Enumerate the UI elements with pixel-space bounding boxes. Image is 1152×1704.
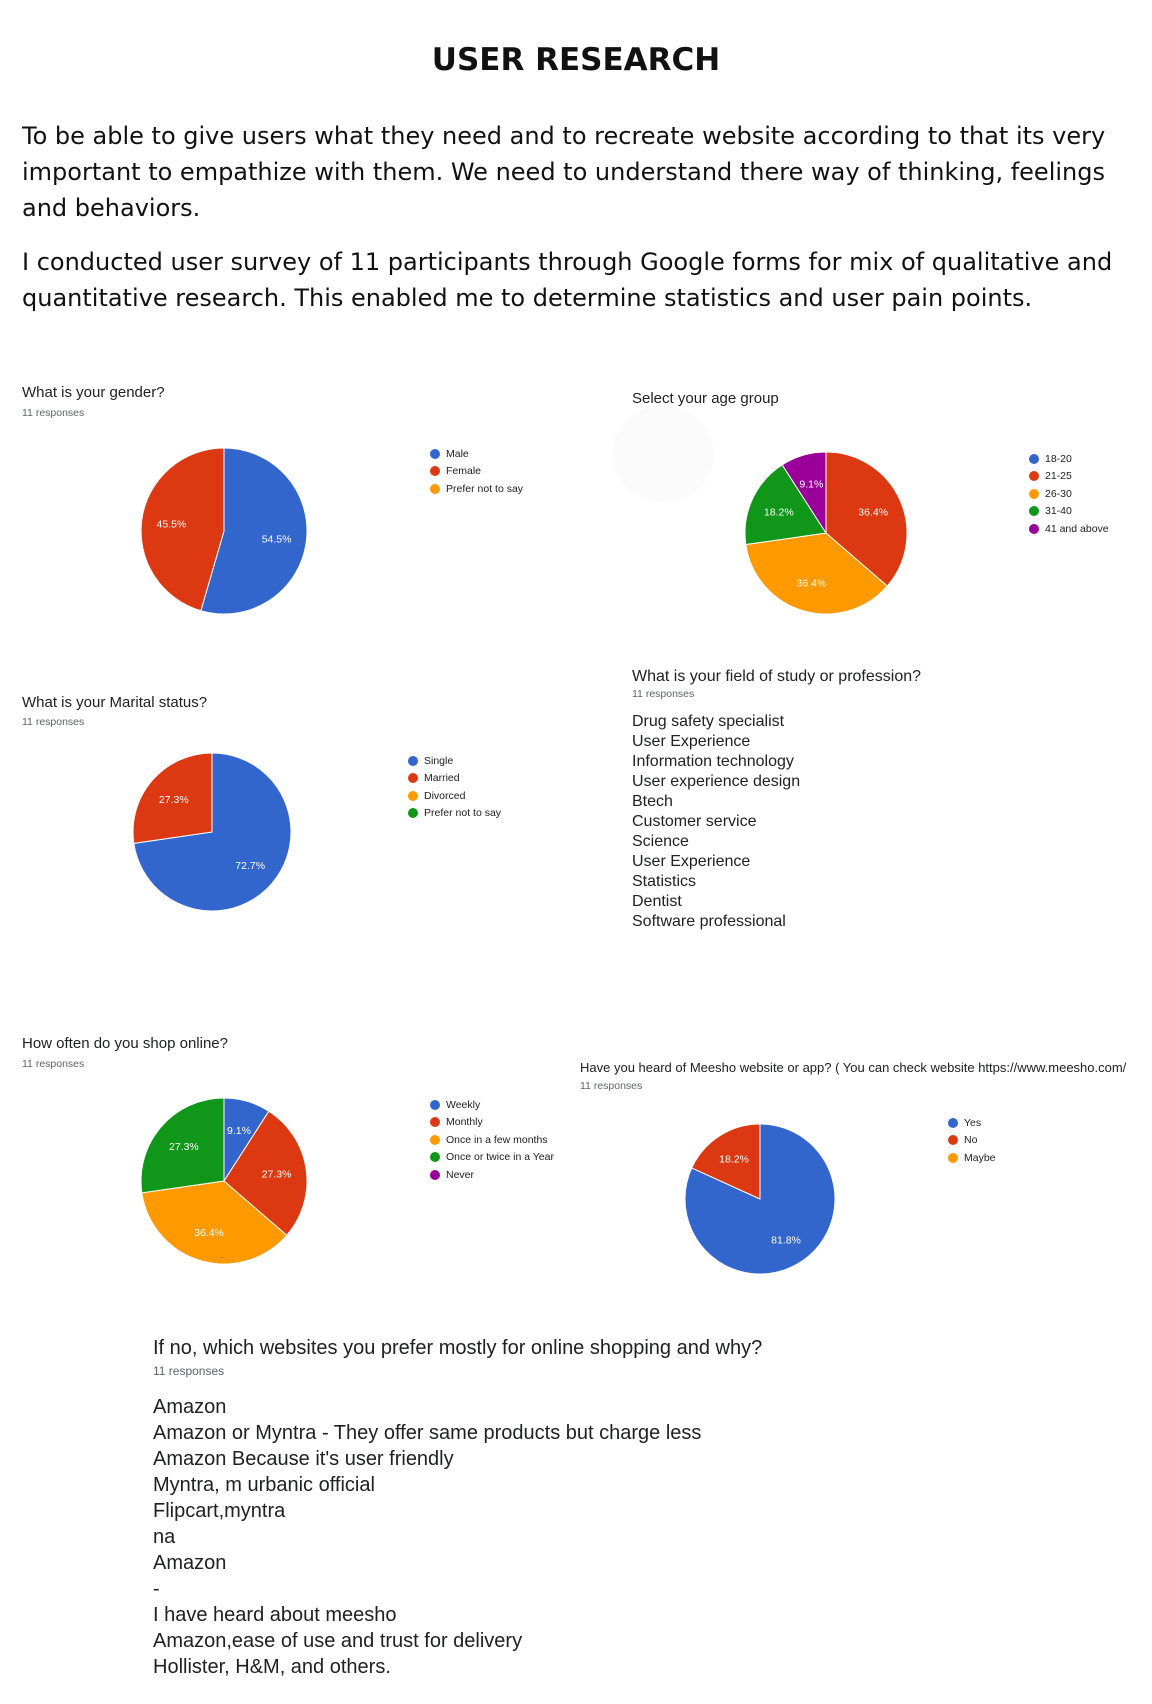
answer-item: I have heard about meesho xyxy=(153,1604,397,1626)
slice-label-female: 45.5% xyxy=(156,518,187,531)
legend-swatch xyxy=(948,1153,958,1163)
meesho-awareness-legend xyxy=(948,1114,996,1167)
legend-label: 41 and above xyxy=(1045,522,1109,535)
answer-item: Amazon or Myntra - They offer same products but charge less xyxy=(153,1422,702,1444)
legend-label: Prefer not to say xyxy=(446,482,524,495)
legend-label: 21-25 xyxy=(1045,470,1072,483)
answer-item: Customer service xyxy=(632,813,757,830)
intro-paragraph-2: I conducted user survey of 11 participants through Google forms for mix of qualitative and quantitative research. This enabled me to determine statistics and user pain points. xyxy=(22,248,1113,312)
answer-item: Drug safety specialist xyxy=(632,713,785,730)
profession-response-count: 11 responses xyxy=(632,688,695,700)
legend-swatch xyxy=(948,1135,958,1145)
answer-item: User experience design xyxy=(632,773,801,790)
answer-item: Hollister, H&M, and others. xyxy=(153,1656,391,1678)
answer-item: Information technology xyxy=(632,753,794,770)
legend-label: Divorced xyxy=(424,789,466,802)
slice-label-weekly: 9.1% xyxy=(227,1125,251,1137)
legend-label: Prefer not to say xyxy=(424,807,502,820)
chart-question: What is your Marital status? xyxy=(22,694,208,711)
legend-label: Married xyxy=(424,772,460,785)
legend-label: Once or twice in a Year xyxy=(446,1151,554,1164)
preference-answers xyxy=(153,1394,701,1680)
answer-item: - xyxy=(153,1578,160,1600)
legend-label: Female xyxy=(446,465,482,478)
slice-label-once-or-twice-in-a-year: 27.3% xyxy=(169,1141,199,1154)
intro-paragraph-1: To be able to give users what they need and to recreate website according to that its very important to empathize with them. We need to understand there way of thinking, feelings and behaviors. xyxy=(22,122,1106,222)
legend-item-maybe xyxy=(948,1149,996,1167)
legend-label: Once in a few months xyxy=(446,1133,548,1146)
slice-label-single: 72.7% xyxy=(235,860,266,873)
answer-item: Amazon xyxy=(153,1396,227,1418)
answer-item: Myntra, m urbanic official xyxy=(153,1474,375,1496)
answer-item: na xyxy=(153,1526,176,1548)
answer-item: User Experience xyxy=(632,853,751,870)
page-title: USER RESEARCH xyxy=(431,42,721,78)
answer-item: Dentist xyxy=(632,893,682,910)
legend-item-no xyxy=(948,1132,996,1150)
answer-item: Flipcart,myntra xyxy=(153,1500,286,1522)
slice-label-monthly: 27.3% xyxy=(261,1168,292,1181)
chart-response-count: 11 responses xyxy=(22,407,85,419)
legend-label: 31-40 xyxy=(1045,505,1072,518)
chart-question: What is your gender? xyxy=(22,384,165,401)
profession-question: What is your field of study or profession? xyxy=(632,668,922,685)
chart-response-count: 11 responses xyxy=(22,1058,85,1070)
slice-label-21-25: 36.4% xyxy=(858,506,889,519)
slice-label-married: 27.3% xyxy=(158,793,189,806)
answer-item: User Experience xyxy=(632,733,751,750)
preference-question: If no, which websites you prefer mostly for online shopping and why? xyxy=(153,1337,763,1359)
legend-label: No xyxy=(964,1134,978,1147)
slice-label-male: 54.5% xyxy=(261,533,292,546)
answer-item: Amazon xyxy=(153,1552,227,1574)
answer-item: Amazon Because it's user friendly xyxy=(153,1448,454,1470)
slice-label-41-and-above: 9.1% xyxy=(799,478,824,491)
chart-question: Select your age group xyxy=(632,390,779,407)
legend-label: Yes xyxy=(964,1116,982,1129)
legend-label: Monthly xyxy=(446,1116,483,1129)
legend-label: Never xyxy=(446,1168,475,1181)
answer-item: Amazon,ease of use and trust for delivery xyxy=(153,1630,523,1652)
legend-label: Maybe xyxy=(964,1151,996,1164)
chart-question: Have you heard of Meesho website or app? ( You can check website https://www.meesho.com/ xyxy=(580,1060,1127,1075)
slice-label-26-30: 36.4% xyxy=(796,577,827,590)
legend-label: 26-30 xyxy=(1045,487,1072,500)
answer-item: Statistics xyxy=(632,873,697,890)
legend-label: 18-20 xyxy=(1045,452,1072,465)
preference-response-count: 11 responses xyxy=(153,1364,225,1378)
answer-item: Btech xyxy=(632,793,673,810)
answer-item: Science xyxy=(632,833,689,850)
legend-item-yes xyxy=(948,1114,996,1132)
slice-label-once-in-a-few-months: 36.4% xyxy=(194,1227,224,1239)
legend-label: Male xyxy=(446,447,469,460)
legend-swatch xyxy=(948,1118,958,1128)
legend-label: Weekly xyxy=(446,1098,481,1111)
chart-response-count: 11 responses xyxy=(580,1080,643,1092)
slice-label-no: 18.2% xyxy=(719,1153,749,1166)
chart-response-count: 11 responses xyxy=(22,716,85,728)
chart-question: How often do you shop online? xyxy=(22,1035,228,1052)
slice-label-31-40: 18.2% xyxy=(763,506,794,519)
legend-label: Single xyxy=(424,754,454,767)
answer-item: Software professional xyxy=(632,913,786,930)
slice-label-yes: 81.8% xyxy=(771,1234,801,1247)
